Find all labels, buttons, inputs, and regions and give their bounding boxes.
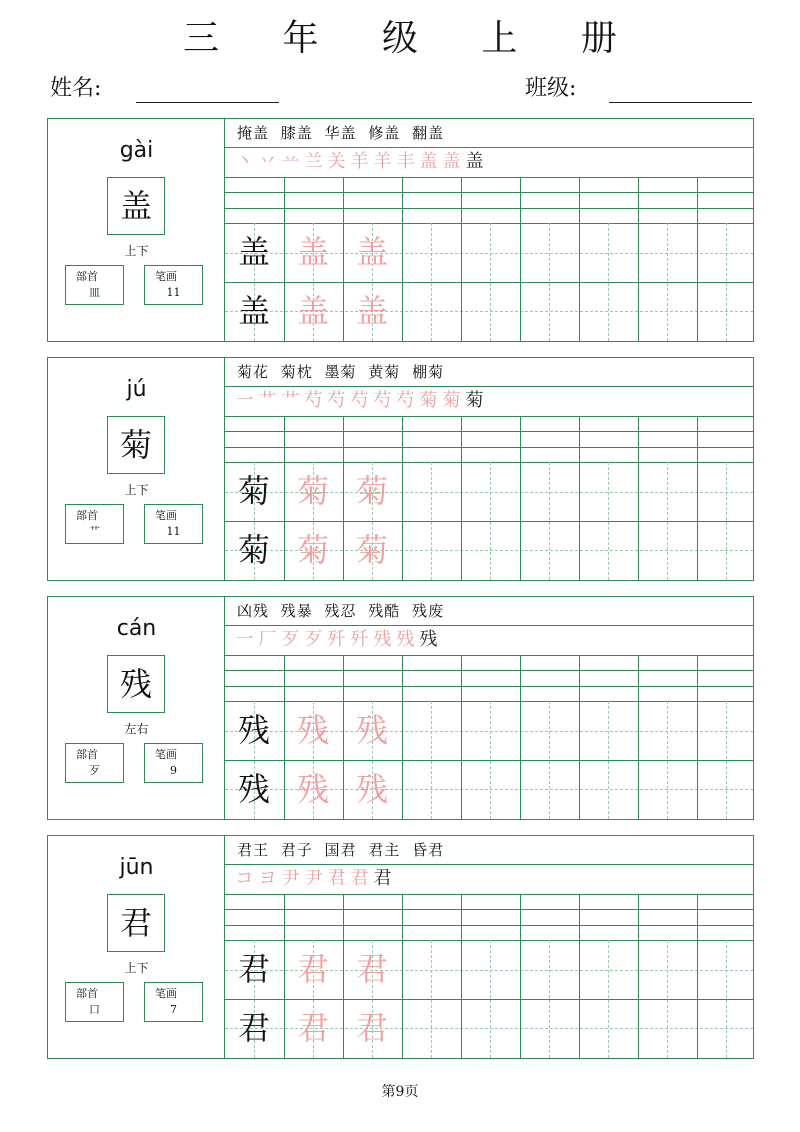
stroke-step: 君 — [350, 868, 369, 889]
character-block — [47, 118, 754, 342]
stroke-step: 残 — [419, 629, 438, 650]
grid-line — [402, 416, 403, 580]
grid-guide-line — [431, 701, 432, 819]
stroke-step: 艹 — [258, 390, 277, 411]
trace-character: 君 — [355, 1009, 388, 1047]
stroke-count-value: 9 — [170, 764, 177, 777]
stroke-count-value: 7 — [170, 1003, 177, 1016]
trace-character: 君 — [296, 950, 329, 988]
grid-line — [638, 655, 639, 819]
grid-line — [225, 909, 753, 910]
character-block — [47, 835, 754, 1059]
page-title: 三 年 级 上 册 — [183, 18, 643, 59]
structure-label: 上下 — [124, 961, 149, 975]
stroke-count-box — [144, 265, 203, 305]
trace-character: 残 — [355, 711, 388, 749]
grid-line — [638, 894, 639, 1058]
stroke-step: 残 — [373, 629, 392, 650]
grid-line — [225, 894, 753, 895]
trace-character: 残 — [296, 770, 329, 808]
trace-character: 菊 — [355, 472, 388, 510]
radical-value: 口 — [89, 1003, 100, 1016]
trace-character: 残 — [296, 711, 329, 749]
character-box: 残 — [107, 655, 165, 713]
grid-guide-line — [667, 462, 668, 580]
stroke-step: 歹 — [281, 629, 300, 650]
trace-character: 盖 — [355, 233, 388, 271]
grid-line — [225, 147, 753, 148]
stroke-step: 歼 — [350, 629, 369, 650]
grid-guide-line — [608, 223, 609, 341]
stroke-order — [233, 149, 486, 175]
grid-line — [225, 386, 753, 387]
grid-line — [225, 670, 753, 671]
stroke-step: 厂 — [258, 629, 277, 650]
grid-line — [579, 416, 580, 580]
stroke-step: 盖 — [419, 151, 438, 172]
grid-line — [225, 925, 753, 926]
model-character: 残 — [237, 711, 270, 749]
practice-area — [225, 836, 753, 1058]
grid-guide-line — [549, 701, 550, 819]
grid-line — [402, 655, 403, 819]
stroke-step: 芍 — [350, 390, 369, 411]
character-box: 君 — [107, 894, 165, 952]
grid-guide-line — [667, 940, 668, 1058]
character-box: 菊 — [107, 416, 165, 474]
stroke-step: 羊 — [350, 151, 369, 172]
grid-guide-line — [608, 940, 609, 1058]
stroke-count-box — [144, 982, 203, 1022]
radical-box — [65, 743, 124, 783]
grid-line — [225, 655, 753, 656]
page-number: 第9页 — [381, 1084, 419, 1100]
grid-line — [461, 177, 462, 341]
example-words: 菊花 菊枕 墨菊 黄菊 棚菊 — [237, 363, 445, 381]
radical-value: 歹 — [89, 764, 100, 777]
grid-line — [520, 416, 521, 580]
stroke-step: 丰 — [396, 151, 415, 172]
stroke-step: 芍 — [327, 390, 346, 411]
model-character: 君 — [237, 950, 270, 988]
stroke-step: 䒑 — [281, 151, 300, 172]
name-input-line[interactable] — [136, 102, 279, 103]
stroke-step: 君 — [327, 868, 346, 889]
character-block — [47, 357, 754, 581]
practice-area — [225, 358, 753, 580]
example-words: 君王 君子 国君 君主 昏君 — [237, 841, 445, 859]
grid-line — [225, 208, 753, 209]
grid-line — [697, 416, 698, 580]
stroke-step: ヨ — [258, 868, 277, 889]
grid-guide-line — [667, 701, 668, 819]
grid-line — [461, 894, 462, 1058]
character-box: 盖 — [107, 177, 165, 235]
stroke-count-label: 笔画 — [155, 987, 177, 1000]
grid-guide-line — [726, 223, 727, 341]
character-block — [47, 596, 754, 820]
stroke-step: 关 — [327, 151, 346, 172]
grid-guide-line — [490, 223, 491, 341]
stroke-step: 君 — [373, 868, 392, 889]
stroke-step: 一 — [235, 629, 254, 650]
radical-label: 部首 — [76, 987, 98, 1000]
grid-guide-line — [490, 462, 491, 580]
grid-line — [461, 416, 462, 580]
trace-character: 菊 — [296, 531, 329, 569]
grid-guide-line — [431, 462, 432, 580]
stroke-step: 芍 — [373, 390, 392, 411]
stroke-order — [233, 388, 486, 414]
grid-line — [520, 655, 521, 819]
grid-line — [579, 894, 580, 1058]
example-words: 凶残 残暴 残忍 残酷 残废 — [237, 602, 445, 620]
grid-guide-line — [726, 462, 727, 580]
trace-character: 菊 — [296, 472, 329, 510]
stroke-step: 兰 — [304, 151, 323, 172]
grid-guide-line — [549, 940, 550, 1058]
grid-line — [402, 894, 403, 1058]
stroke-step: 菊 — [465, 390, 484, 411]
stroke-step: 盖 — [442, 151, 461, 172]
stroke-step: 歼 — [327, 629, 346, 650]
radical-value: 皿 — [89, 286, 100, 299]
stroke-step: 尹 — [281, 868, 300, 889]
radical-value: 艹 — [89, 525, 100, 538]
stroke-order — [233, 627, 440, 653]
grid-line — [225, 447, 753, 448]
stroke-step: 菊 — [419, 390, 438, 411]
grid-guide-line — [667, 223, 668, 341]
grid-line — [520, 894, 521, 1058]
trace-character: 君 — [296, 1009, 329, 1047]
structure-label: 左右 — [124, 722, 149, 736]
practice-area — [225, 119, 753, 341]
grid-line — [402, 177, 403, 341]
model-character: 盖 — [237, 233, 270, 271]
grid-line — [697, 894, 698, 1058]
character-info-panel — [48, 836, 225, 1058]
grid-guide-line — [726, 701, 727, 819]
stroke-step: 菊 — [442, 390, 461, 411]
grid-guide-line — [608, 701, 609, 819]
stroke-count-value: 11 — [166, 286, 181, 299]
grid-guide-line — [549, 223, 550, 341]
stroke-step: コ — [235, 868, 254, 889]
stroke-count-label: 笔画 — [155, 748, 177, 761]
radical-box — [65, 982, 124, 1022]
grid-guide-line — [431, 940, 432, 1058]
model-character: 菊 — [237, 531, 270, 569]
stroke-count-box — [144, 504, 203, 544]
stroke-count-label: 笔画 — [155, 509, 177, 522]
stroke-count-label: 笔画 — [155, 270, 177, 283]
grid-line — [579, 177, 580, 341]
grid-guide-line — [490, 701, 491, 819]
name-label: 姓名: — [50, 76, 102, 101]
stroke-step: 一 — [235, 390, 254, 411]
stroke-order — [233, 866, 394, 892]
pinyin: jú — [126, 377, 147, 402]
stroke-step: 丶 — [235, 151, 254, 172]
pinyin: jūn — [119, 855, 154, 880]
trace-character: 残 — [355, 770, 388, 808]
stroke-count-box — [144, 743, 203, 783]
model-character: 残 — [237, 770, 270, 808]
stroke-count-value: 11 — [166, 525, 181, 538]
trace-character: 盖 — [355, 292, 388, 330]
grid-line — [579, 655, 580, 819]
character-info-panel — [48, 597, 225, 819]
grid-line — [225, 625, 753, 626]
trace-character: 盖 — [296, 292, 329, 330]
class-input-line[interactable] — [609, 102, 752, 103]
grid-line — [638, 416, 639, 580]
trace-character: 盖 — [296, 233, 329, 271]
character-info-panel — [48, 358, 225, 580]
stroke-step: 艹 — [281, 390, 300, 411]
grid-line — [520, 177, 521, 341]
radical-label: 部首 — [76, 270, 98, 283]
grid-line — [697, 655, 698, 819]
radical-label: 部首 — [76, 509, 98, 522]
grid-line — [225, 192, 753, 193]
stroke-step: 歹 — [304, 629, 323, 650]
grid-guide-line — [726, 940, 727, 1058]
character-info-panel — [48, 119, 225, 341]
radical-label: 部首 — [76, 748, 98, 761]
structure-label: 上下 — [124, 483, 149, 497]
stroke-step: 残 — [396, 629, 415, 650]
model-character: 君 — [237, 1009, 270, 1047]
trace-character: 君 — [355, 950, 388, 988]
stroke-step: 盖 — [465, 151, 484, 172]
pinyin: gài — [119, 138, 154, 163]
practice-area — [225, 597, 753, 819]
class-label: 班级: — [525, 76, 577, 101]
stroke-step: 尹 — [304, 868, 323, 889]
model-character: 盖 — [237, 292, 270, 330]
grid-line — [225, 177, 753, 178]
trace-character: 菊 — [355, 531, 388, 569]
grid-line — [225, 416, 753, 417]
example-words: 掩盖 膝盖 华盖 修盖 翻盖 — [237, 124, 445, 142]
radical-box — [65, 504, 124, 544]
grid-line — [697, 177, 698, 341]
grid-guide-line — [549, 462, 550, 580]
grid-guide-line — [490, 940, 491, 1058]
grid-guide-line — [608, 462, 609, 580]
pinyin: cán — [116, 616, 157, 641]
model-character: 菊 — [237, 472, 270, 510]
stroke-step: 芍 — [396, 390, 415, 411]
grid-line — [461, 655, 462, 819]
grid-line — [225, 686, 753, 687]
grid-line — [638, 177, 639, 341]
stroke-step: 羊 — [373, 151, 392, 172]
grid-guide-line — [431, 223, 432, 341]
structure-label: 上下 — [124, 244, 149, 258]
grid-line — [225, 431, 753, 432]
stroke-step: 芍 — [304, 390, 323, 411]
grid-line — [225, 864, 753, 865]
stroke-step: 丷 — [258, 151, 277, 172]
radical-box — [65, 265, 124, 305]
